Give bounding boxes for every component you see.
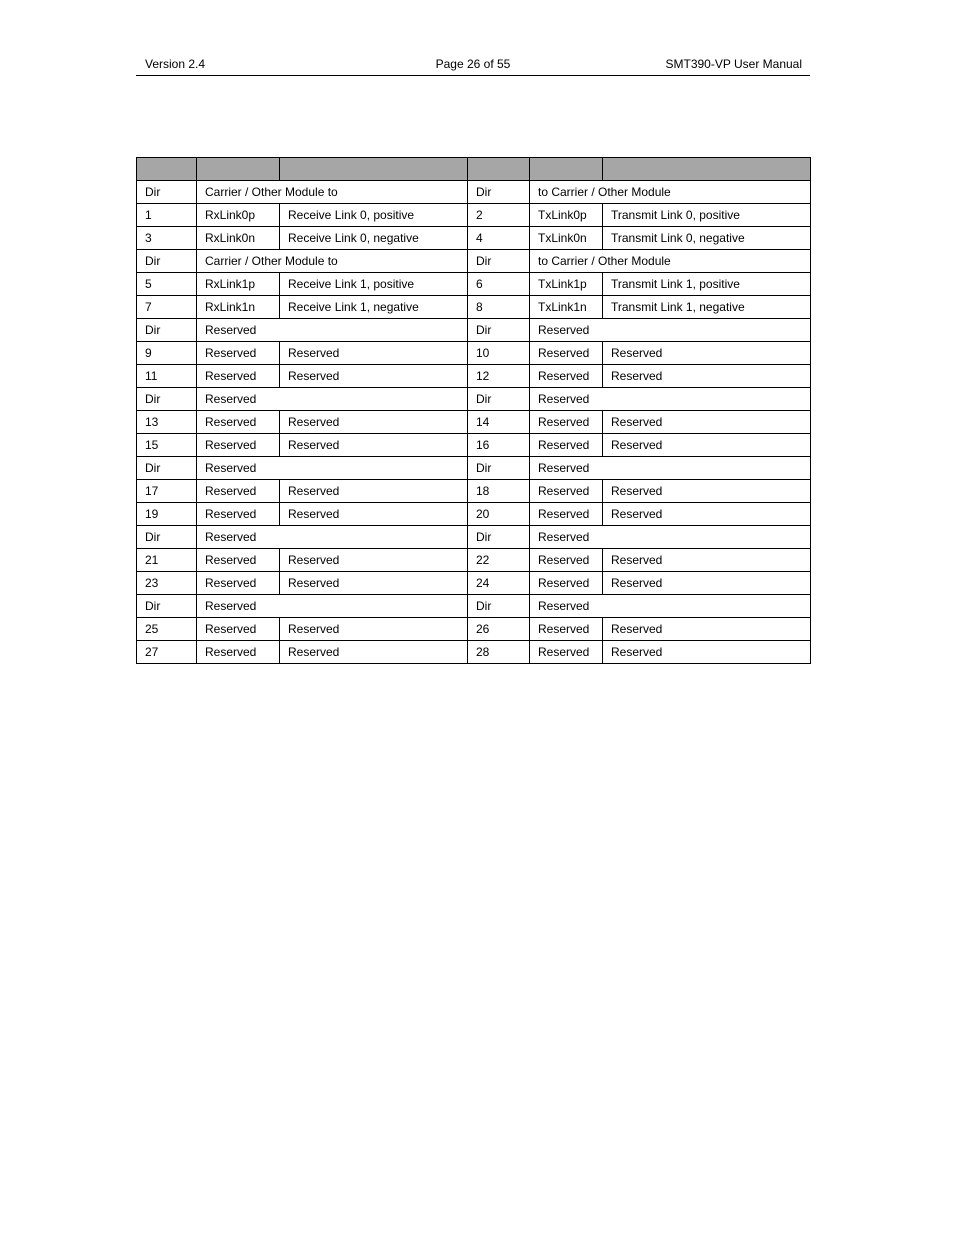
direction-description: to Carrier / Other Module	[530, 250, 811, 273]
pin-number: 28	[468, 641, 530, 664]
direction-description: Reserved	[530, 319, 811, 342]
direction-row	[137, 319, 811, 342]
signal-description: Receive Link 1, negative	[280, 296, 468, 319]
signal-description: Reserved	[280, 641, 468, 664]
direction-description: Reserved	[197, 388, 468, 411]
signal-name: Reserved	[530, 365, 603, 388]
direction-label: Dir	[137, 388, 197, 411]
signal-name: Reserved	[197, 480, 280, 503]
direction-description: Carrier / Other Module to	[197, 250, 468, 273]
pin-number: 23	[137, 572, 197, 595]
pin-number: 21	[137, 549, 197, 572]
direction-row	[137, 526, 811, 549]
pin-number: 2	[468, 204, 530, 227]
pin-number: 22	[468, 549, 530, 572]
signal-name: Reserved	[197, 342, 280, 365]
signal-name: TxLink1n	[530, 296, 603, 319]
pin-number: 9	[137, 342, 197, 365]
signal-name: Reserved	[530, 572, 603, 595]
signal-name: Reserved	[197, 618, 280, 641]
direction-description: Reserved	[530, 457, 811, 480]
signal-description: Transmit Link 1, negative	[603, 296, 811, 319]
pin-number: 5	[137, 273, 197, 296]
pin-number: 17	[137, 480, 197, 503]
signal-description: Reserved	[280, 480, 468, 503]
table-row	[137, 411, 811, 434]
direction-row	[137, 388, 811, 411]
direction-description: Carrier / Other Module to	[197, 181, 468, 204]
pin-number: 10	[468, 342, 530, 365]
direction-description: Reserved	[530, 526, 811, 549]
signal-name: RxLink1p	[197, 273, 280, 296]
pin-number: 24	[468, 572, 530, 595]
direction-row	[137, 595, 811, 618]
direction-label: Dir	[468, 250, 530, 273]
signal-description: Reserved	[603, 641, 811, 664]
signal-description: Reserved	[603, 411, 811, 434]
direction-label: Dir	[137, 457, 197, 480]
signal-description: Reserved	[603, 365, 811, 388]
pin-number: 18	[468, 480, 530, 503]
signal-description: Transmit Link 1, positive	[603, 273, 811, 296]
direction-label: Dir	[468, 388, 530, 411]
signal-name: Reserved	[530, 618, 603, 641]
signal-description: Reserved	[603, 434, 811, 457]
signal-name: Reserved	[530, 342, 603, 365]
signal-description: Reserved	[280, 618, 468, 641]
document-version: Version 2.4	[145, 57, 206, 71]
pin-number: 25	[137, 618, 197, 641]
signal-description: Transmit Link 0, positive	[603, 204, 811, 227]
direction-label: Dir	[468, 457, 530, 480]
signal-description: Receive Link 0, positive	[280, 204, 468, 227]
signal-description: Reserved	[603, 503, 811, 526]
signal-name: Reserved	[197, 411, 280, 434]
direction-label: Dir	[137, 319, 197, 342]
document-title: SMT390-VP User Manual	[665, 57, 802, 71]
signal-name: TxLink1p	[530, 273, 603, 296]
signal-description: Reserved	[280, 411, 468, 434]
signal-description: Reserved	[280, 434, 468, 457]
direction-description: Reserved	[197, 526, 468, 549]
direction-label: Dir	[137, 250, 197, 273]
signal-name: Reserved	[197, 503, 280, 526]
direction-row	[137, 250, 811, 273]
pin-number: 11	[137, 365, 197, 388]
pin-number: 12	[468, 365, 530, 388]
table-row	[137, 618, 811, 641]
pin-number: 15	[137, 434, 197, 457]
table-row	[137, 549, 811, 572]
signal-description: Reserved	[280, 549, 468, 572]
pin-number: 3	[137, 227, 197, 250]
signal-name: Reserved	[197, 572, 280, 595]
signal-name: Reserved	[530, 480, 603, 503]
signal-name: Reserved	[530, 434, 603, 457]
table-row	[137, 365, 811, 388]
header-cell	[197, 158, 280, 181]
table-header-row	[137, 158, 811, 181]
page-header	[136, 56, 810, 76]
pin-number: 19	[137, 503, 197, 526]
header-cell	[280, 158, 468, 181]
signal-name: Reserved	[197, 641, 280, 664]
signal-name: Reserved	[530, 641, 603, 664]
table-row	[137, 641, 811, 664]
direction-description: Reserved	[197, 457, 468, 480]
direction-description: Reserved	[197, 595, 468, 618]
direction-label: Dir	[137, 181, 197, 204]
table-row	[137, 227, 811, 250]
direction-description: to Carrier / Other Module	[530, 181, 811, 204]
signal-description: Transmit Link 0, negative	[603, 227, 811, 250]
signal-description: Reserved	[603, 342, 811, 365]
header-cell	[530, 158, 603, 181]
signal-name: Reserved	[530, 503, 603, 526]
signal-name: RxLink1n	[197, 296, 280, 319]
signal-description: Reserved	[603, 572, 811, 595]
direction-label: Dir	[137, 526, 197, 549]
direction-label: Dir	[468, 595, 530, 618]
pin-number: 8	[468, 296, 530, 319]
table-row	[137, 273, 811, 296]
direction-row	[137, 457, 811, 480]
direction-description: Reserved	[530, 388, 811, 411]
signal-name: TxLink0p	[530, 204, 603, 227]
table-row	[137, 480, 811, 503]
page-number: Page 26 of 55	[435, 57, 511, 71]
pin-number: 27	[137, 641, 197, 664]
pin-number: 1	[137, 204, 197, 227]
pin-number: 16	[468, 434, 530, 457]
pin-number: 7	[137, 296, 197, 319]
signal-name: Reserved	[530, 549, 603, 572]
signal-description: Reserved	[603, 549, 811, 572]
signal-description: Receive Link 1, positive	[280, 273, 468, 296]
header-cell	[468, 158, 530, 181]
header-cell	[603, 158, 811, 181]
signal-description: Reserved	[280, 503, 468, 526]
signal-name: Reserved	[197, 549, 280, 572]
table-row	[137, 572, 811, 595]
pin-number: 26	[468, 618, 530, 641]
table-body	[137, 181, 811, 664]
signal-description: Receive Link 0, negative	[280, 227, 468, 250]
pinout-table	[136, 157, 811, 664]
pin-number: 6	[468, 273, 530, 296]
table-row	[137, 503, 811, 526]
pin-number: 20	[468, 503, 530, 526]
signal-name: RxLink0p	[197, 204, 280, 227]
direction-description: Reserved	[197, 319, 468, 342]
header-cell	[137, 158, 197, 181]
signal-name: TxLink0n	[530, 227, 603, 250]
direction-label: Dir	[468, 319, 530, 342]
signal-name: Reserved	[530, 411, 603, 434]
pin-number: 14	[468, 411, 530, 434]
signal-description: Reserved	[280, 365, 468, 388]
direction-label: Dir	[137, 595, 197, 618]
signal-name: Reserved	[197, 365, 280, 388]
direction-description: Reserved	[530, 595, 811, 618]
signal-description: Reserved	[603, 480, 811, 503]
direction-row	[137, 181, 811, 204]
signal-description: Reserved	[280, 342, 468, 365]
table-row	[137, 434, 811, 457]
signal-name: RxLink0n	[197, 227, 280, 250]
pin-number: 13	[137, 411, 197, 434]
table-row	[137, 296, 811, 319]
table-row	[137, 204, 811, 227]
pin-number: 4	[468, 227, 530, 250]
table-row	[137, 342, 811, 365]
signal-description: Reserved	[280, 572, 468, 595]
direction-label: Dir	[468, 181, 530, 204]
signal-name: Reserved	[197, 434, 280, 457]
direction-label: Dir	[468, 526, 530, 549]
signal-description: Reserved	[603, 618, 811, 641]
